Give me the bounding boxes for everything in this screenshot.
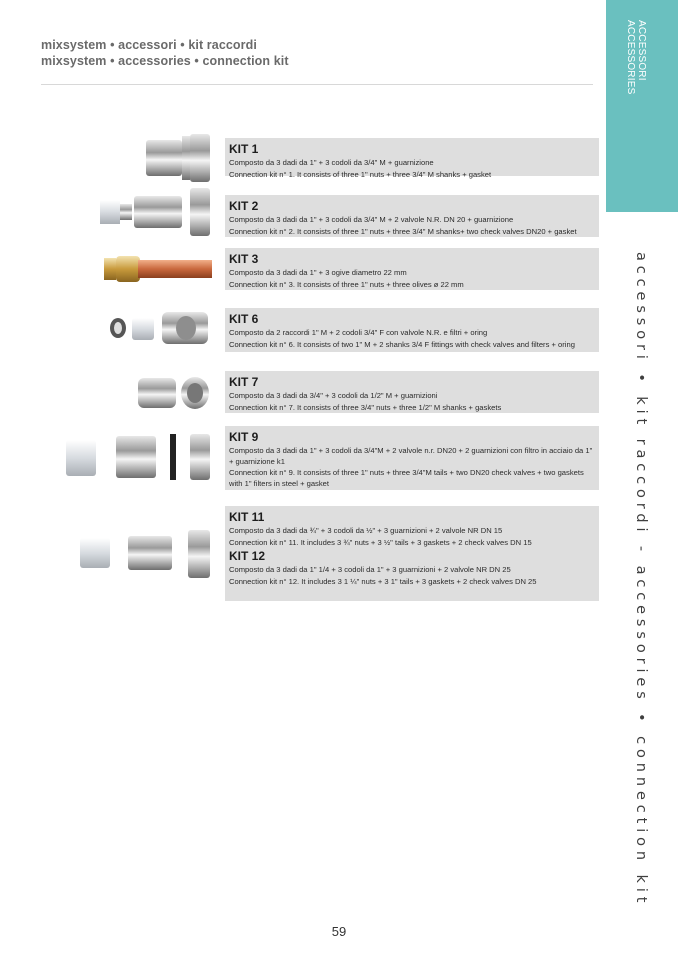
kit-title: KIT 9 — [229, 430, 259, 444]
kit-description-it: Composto da 3 dadi da 3/4" + 3 codoli da 1/2" M + guarnizioni — [229, 391, 438, 400]
kit-2-card — [225, 195, 599, 237]
kit-title: KIT 7 — [229, 375, 259, 389]
kit-title: KIT 11 — [229, 510, 265, 524]
kit-title: KIT 1 — [229, 142, 259, 156]
kit-6-image — [110, 312, 208, 344]
kit-3-image — [104, 256, 212, 282]
section-tab-label-en: ACCESSORIES — [625, 20, 636, 95]
kit-2-image — [100, 188, 210, 236]
section-tab-label-it: ACCESSORI — [636, 20, 647, 81]
kit-description-it: Composto da 3 dadi da 1" + 3 codoli da 3/4" M + guarnizione — [229, 158, 434, 167]
kit-6-card — [225, 308, 599, 352]
kit-description-it: Composto da 3 dadi da 1" + 3 codoli da 3/4" M + 2 valvole N.R. DN 20 + guarnizione — [229, 215, 514, 224]
kit-title: KIT 2 — [229, 199, 259, 213]
kit-7-image — [138, 377, 209, 409]
header-title-en: mixsystem • accessories • connection kit — [41, 53, 289, 68]
kit-title: KIT 12 — [229, 549, 266, 563]
header-title-it: mixsystem • accessori • kit raccordi — [41, 38, 257, 52]
kit-description-en: Connection kit n° 11. It includes 3 ¾" nuts + 3 ½" tails + 3 gaskets + 2 check valves DN 15 — [229, 538, 532, 547]
kit-description-en: Connection kit n° 12. It includes 3 1 ¼" nuts + 3 1" tails + 3 gaskets + 2 check valves DN 25 — [229, 577, 537, 586]
kit-9-card — [225, 426, 599, 490]
kit-description-it: Composto da 3 dadi da ¾" + 3 codoli da ½" + 3 guarnizioni + 2 valvole NR DN 15 — [229, 526, 503, 535]
kit-description-it: Composto da 3 dadi da 1" + 3 ogive diametro 22 mm — [229, 268, 407, 277]
kit-3-card — [225, 248, 599, 290]
kit-description-en: Connection kit n° 6. It consists of two 1" M + 2 shanks 3/4 F fittings with check valves and filters + oring — [229, 340, 575, 349]
kit-9-image — [66, 434, 210, 480]
kit-1-image — [146, 134, 210, 182]
kit-description-it: Composto da 3 dadi da 1" + 3 codoli da 3/4"M + 2 valvole n.r. DN20 + 2 guarnizioni con filtro in acciaio da 1" + guarnizione k1 — [229, 446, 593, 466]
kit-description-en: Connection kit n° 3. It consists of three 1" nuts + three olives ø 22 mm — [229, 280, 464, 289]
kit-description-it: Composto da 2 raccordi 1" M + 2 codoli 3/4" F con valvole N.R. e filtri + oring — [229, 328, 488, 337]
kit-title: KIT 3 — [229, 252, 259, 266]
kit-description-en: Connection kit n° 2. It consists of three 1" nuts + three 3/4" M shanks+ two check valves DN20 + gasket — [229, 227, 577, 236]
kit-description-it: Composto da 3 dadi da 1" 1/4 + 3 codoli da 1" + 3 guarnizioni + 2 valvole NR DN 25 — [229, 565, 511, 574]
kit-description-en: Connection kit n° 1. It consists of three 1" nuts + three 3/4" M shanks + gasket — [229, 170, 492, 179]
kit-11-12-image — [80, 530, 210, 578]
kit-title: KIT 6 — [229, 312, 259, 326]
kit-7-card — [225, 371, 599, 413]
side-caption: accessori • kit raccordi - accessories • connection kit — [633, 252, 649, 908]
kit-description-en: Connection kit n° 7. It consists of three 3/4" nuts + three 1/2" M shanks + gaskets — [229, 403, 502, 412]
kit-description-en: Connection kit n° 9. It consists of three 1" nuts + three 3/4"M tails + two DN20 check valves + two gaskets with 1" filters in steel + gasket — [229, 468, 584, 488]
page-number: 59 — [331, 924, 347, 939]
kit-1-card — [225, 138, 599, 179]
kit-11-12-card — [225, 506, 599, 601]
